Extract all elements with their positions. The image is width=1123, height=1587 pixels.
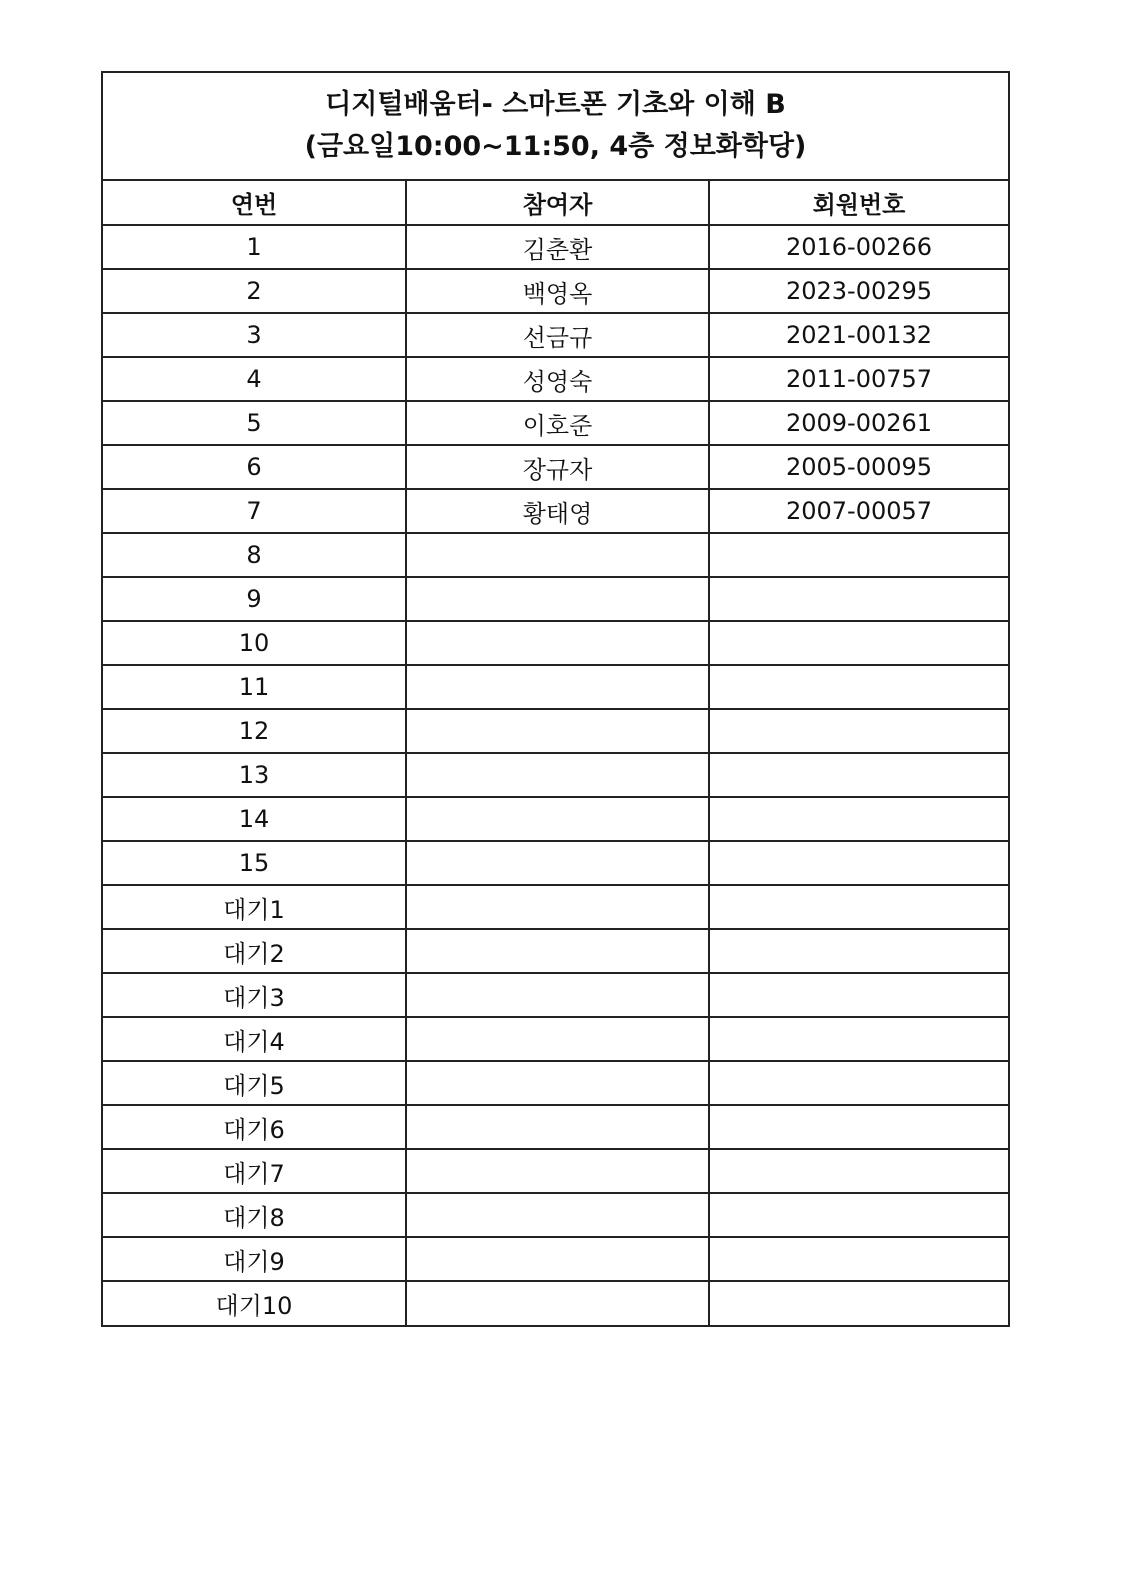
cell-no: 14 — [103, 797, 406, 841]
cell-no: 5 — [103, 401, 406, 445]
table-row — [103, 225, 1008, 269]
cell-no: 대기6 — [103, 1105, 406, 1149]
table-row — [103, 1281, 1008, 1325]
cell-member-id — [709, 885, 1008, 929]
cell-no: 대기10 — [103, 1281, 406, 1325]
cell-participant — [406, 1017, 709, 1061]
table-row — [103, 357, 1008, 401]
cell-no: 대기9 — [103, 1237, 406, 1281]
cell-member-id — [709, 577, 1008, 621]
cell-no: 1 — [103, 225, 406, 269]
cell-no: 13 — [103, 753, 406, 797]
cell-member-id — [709, 1237, 1008, 1281]
table-row — [103, 973, 1008, 1017]
table-row — [103, 709, 1008, 753]
table-row — [103, 665, 1008, 709]
cell-participant — [406, 1149, 709, 1193]
column-header-member-id: 회원번호 — [709, 181, 1008, 225]
cell-participant: 성영숙 — [406, 357, 709, 401]
cell-participant: 선금규 — [406, 313, 709, 357]
table-row — [103, 401, 1008, 445]
cell-no: 8 — [103, 533, 406, 577]
cell-member-id: 2023-00295 — [709, 269, 1008, 313]
cell-member-id — [709, 665, 1008, 709]
table-row — [103, 621, 1008, 665]
table-row — [103, 1193, 1008, 1237]
cell-no: 대기3 — [103, 973, 406, 1017]
table-body — [103, 225, 1008, 1325]
cell-member-id: 2005-00095 — [709, 445, 1008, 489]
cell-member-id: 2011-00757 — [709, 357, 1008, 401]
cell-no: 9 — [103, 577, 406, 621]
cell-no: 4 — [103, 357, 406, 401]
cell-member-id — [709, 753, 1008, 797]
cell-member-id — [709, 1193, 1008, 1237]
cell-participant — [406, 753, 709, 797]
cell-participant — [406, 1281, 709, 1325]
cell-no: 3 — [103, 313, 406, 357]
cell-participant — [406, 1105, 709, 1149]
cell-no: 대기7 — [103, 1149, 406, 1193]
cell-participant — [406, 797, 709, 841]
table-row — [103, 841, 1008, 885]
cell-participant — [406, 709, 709, 753]
title-line-1: 디지털배움터- 스마트폰 기초와 이해 B — [325, 89, 786, 120]
cell-participant — [406, 973, 709, 1017]
cell-member-id — [709, 1105, 1008, 1149]
table-row — [103, 753, 1008, 797]
table-row — [103, 1017, 1008, 1061]
table-row — [103, 885, 1008, 929]
cell-no: 2 — [103, 269, 406, 313]
table-row — [103, 445, 1008, 489]
cell-no: 10 — [103, 621, 406, 665]
table-header-row — [103, 181, 1008, 225]
cell-no: 7 — [103, 489, 406, 533]
table-row — [103, 1061, 1008, 1105]
cell-participant — [406, 577, 709, 621]
table-row — [103, 1237, 1008, 1281]
cell-no: 15 — [103, 841, 406, 885]
cell-member-id: 2021-00132 — [709, 313, 1008, 357]
cell-no: 6 — [103, 445, 406, 489]
table-row — [103, 929, 1008, 973]
column-header-participant: 참여자 — [406, 181, 709, 225]
cell-member-id — [709, 1149, 1008, 1193]
cell-no: 12 — [103, 709, 406, 753]
table-row — [103, 797, 1008, 841]
table-row — [103, 533, 1008, 577]
column-header-no: 연번 — [103, 181, 406, 225]
table-row — [103, 1149, 1008, 1193]
cell-no: 대기2 — [103, 929, 406, 973]
cell-member-id — [709, 533, 1008, 577]
cell-participant — [406, 1193, 709, 1237]
cell-no: 대기4 — [103, 1017, 406, 1061]
table-row — [103, 313, 1008, 357]
cell-no: 11 — [103, 665, 406, 709]
title-line-2: (금요일10:00~11:50, 4층 정보화학당) — [304, 131, 807, 162]
sheet-title — [103, 73, 1008, 181]
cell-participant: 백영옥 — [406, 269, 709, 313]
cell-no: 대기5 — [103, 1061, 406, 1105]
cell-member-id: 2007-00057 — [709, 489, 1008, 533]
cell-member-id — [709, 1017, 1008, 1061]
participant-table — [103, 181, 1008, 1325]
cell-participant: 김춘환 — [406, 225, 709, 269]
cell-member-id — [709, 621, 1008, 665]
cell-no: 대기1 — [103, 885, 406, 929]
table-row — [103, 577, 1008, 621]
cell-participant — [406, 929, 709, 973]
table-row — [103, 1105, 1008, 1149]
cell-participant — [406, 1061, 709, 1105]
cell-no: 대기8 — [103, 1193, 406, 1237]
cell-member-id — [709, 841, 1008, 885]
cell-participant — [406, 841, 709, 885]
cell-participant: 이호준 — [406, 401, 709, 445]
cell-participant — [406, 621, 709, 665]
cell-participant — [406, 885, 709, 929]
cell-member-id: 2016-00266 — [709, 225, 1008, 269]
cell-member-id — [709, 973, 1008, 1017]
cell-participant — [406, 1237, 709, 1281]
cell-member-id — [709, 797, 1008, 841]
cell-member-id — [709, 709, 1008, 753]
cell-participant: 장규자 — [406, 445, 709, 489]
table-row — [103, 489, 1008, 533]
cell-participant — [406, 533, 709, 577]
cell-participant — [406, 665, 709, 709]
cell-member-id — [709, 929, 1008, 973]
cell-member-id — [709, 1061, 1008, 1105]
cell-member-id: 2009-00261 — [709, 401, 1008, 445]
attendance-sheet — [101, 71, 1010, 1327]
cell-participant: 황태영 — [406, 489, 709, 533]
cell-member-id — [709, 1281, 1008, 1325]
table-row — [103, 269, 1008, 313]
